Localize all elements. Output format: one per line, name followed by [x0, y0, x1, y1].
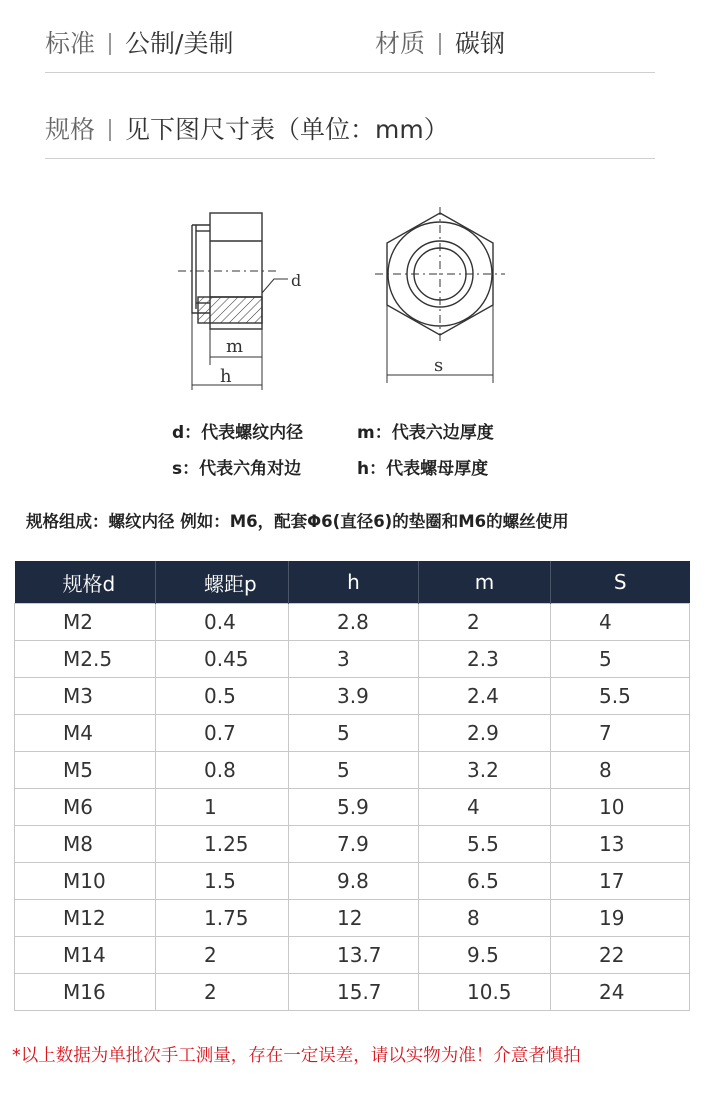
d-dimension-label: d: [291, 271, 302, 290]
spec-row-size: [45, 110, 655, 159]
table-cell: M2: [15, 604, 156, 641]
table-cell: 8: [419, 900, 551, 937]
table-row: [15, 641, 690, 678]
table-row: [15, 826, 690, 863]
table-cell: M6: [15, 789, 156, 826]
table-cell: 22: [551, 937, 690, 974]
table-cell: M12: [15, 900, 156, 937]
material-label: 材质: [375, 29, 426, 58]
h-dimension-label: h: [220, 366, 232, 387]
table-cell: M10: [15, 863, 156, 900]
table-row: [15, 789, 690, 826]
table-cell: 8: [551, 752, 690, 789]
table-cell: 5.9: [289, 789, 419, 826]
table-cell: 10: [551, 789, 690, 826]
table-cell: 5: [289, 752, 419, 789]
header-m: m: [419, 561, 551, 604]
table-cell: 7.9: [289, 826, 419, 863]
table-cell: 7: [551, 715, 690, 752]
table-cell: 9.8: [289, 863, 419, 900]
legend-s: s：代表六角对边: [172, 459, 302, 479]
measurement-warning: *以上数据为单批次手工测量，存在一定误差，请以实物为准！介意者慎拍: [12, 1046, 581, 1066]
table-cell: M2.5: [15, 641, 156, 678]
table-cell: 10.5: [419, 974, 551, 1011]
m-dimension-label: m: [226, 336, 244, 357]
size-value: 见下图尺寸表（单位：mm）: [125, 115, 449, 144]
separator: [439, 33, 441, 55]
table-cell: 2.9: [419, 715, 551, 752]
legend-m: m：代表六边厚度: [357, 423, 494, 443]
header-size: 规格d: [15, 561, 156, 604]
table-row: [15, 974, 690, 1011]
header-h: h: [289, 561, 419, 604]
table-cell: M3: [15, 678, 156, 715]
table-row: [15, 863, 690, 900]
table-cell: 0.7: [156, 715, 289, 752]
table-row: [15, 937, 690, 974]
table-cell: 1.75: [156, 900, 289, 937]
table-cell: 0.4: [156, 604, 289, 641]
side-view: [178, 213, 288, 390]
table-cell: 5: [289, 715, 419, 752]
table-cell: 1.5: [156, 863, 289, 900]
table-cell: 5.5: [551, 678, 690, 715]
table-cell: 2.4: [419, 678, 551, 715]
table-row: [15, 900, 690, 937]
table-row: [15, 752, 690, 789]
table-cell: 0.8: [156, 752, 289, 789]
table-cell: 2.8: [289, 604, 419, 641]
table-cell: M4: [15, 715, 156, 752]
table-cell: 4: [419, 789, 551, 826]
material-value: 碳钢: [455, 29, 506, 58]
table-cell: 3.9: [289, 678, 419, 715]
header-pitch: 螺距p: [156, 561, 289, 604]
table-cell: 2.3: [419, 641, 551, 678]
table-cell: 2: [156, 974, 289, 1011]
table-cell: 5.5: [419, 826, 551, 863]
table-row: [15, 604, 690, 641]
table-cell: 3.2: [419, 752, 551, 789]
table-header-row: [15, 561, 690, 604]
table-cell: 1.25: [156, 826, 289, 863]
nut-technical-drawing: [170, 195, 510, 400]
table-cell: 0.5: [156, 678, 289, 715]
standard-value: 公制/美制: [125, 29, 234, 58]
table-cell: 9.5: [419, 937, 551, 974]
material-pair: [375, 24, 505, 60]
table-cell: 2: [419, 604, 551, 641]
table-cell: M8: [15, 826, 156, 863]
standard-label: 标准: [45, 29, 96, 58]
table-cell: 19: [551, 900, 690, 937]
table-cell: M5: [15, 752, 156, 789]
table-cell: M16: [15, 974, 156, 1011]
legend-h: h：代表螺母厚度: [357, 459, 489, 479]
table-cell: 3: [289, 641, 419, 678]
table-cell: 4: [551, 604, 690, 641]
size-label: 规格: [45, 115, 96, 144]
table-cell: 12: [289, 900, 419, 937]
table-cell: 6.5: [419, 863, 551, 900]
spec-composition-note: 规格组成：螺纹内径 例如：M6，配套Φ6(直径6)的垫圈和M6的螺丝使用: [26, 512, 569, 531]
table-cell: 0.45: [156, 641, 289, 678]
table-cell: 24: [551, 974, 690, 1011]
table-cell: 13.7: [289, 937, 419, 974]
table-body: [15, 604, 690, 1011]
s-dimension-label: s: [434, 355, 444, 376]
table-row: [15, 715, 690, 752]
separator: [109, 119, 111, 141]
table-cell: M14: [15, 937, 156, 974]
table-cell: 17: [551, 863, 690, 900]
table-row: [15, 678, 690, 715]
table-cell: 2: [156, 937, 289, 974]
spec-row-standard-material: [45, 24, 655, 73]
separator: [109, 33, 111, 55]
table-cell: 5: [551, 641, 690, 678]
header-s: S: [551, 561, 690, 604]
table-cell: 1: [156, 789, 289, 826]
legend-d: d：代表螺纹内径: [172, 423, 304, 443]
table-cell: 13: [551, 826, 690, 863]
size-table: [14, 561, 690, 1011]
table-cell: 15.7: [289, 974, 419, 1011]
